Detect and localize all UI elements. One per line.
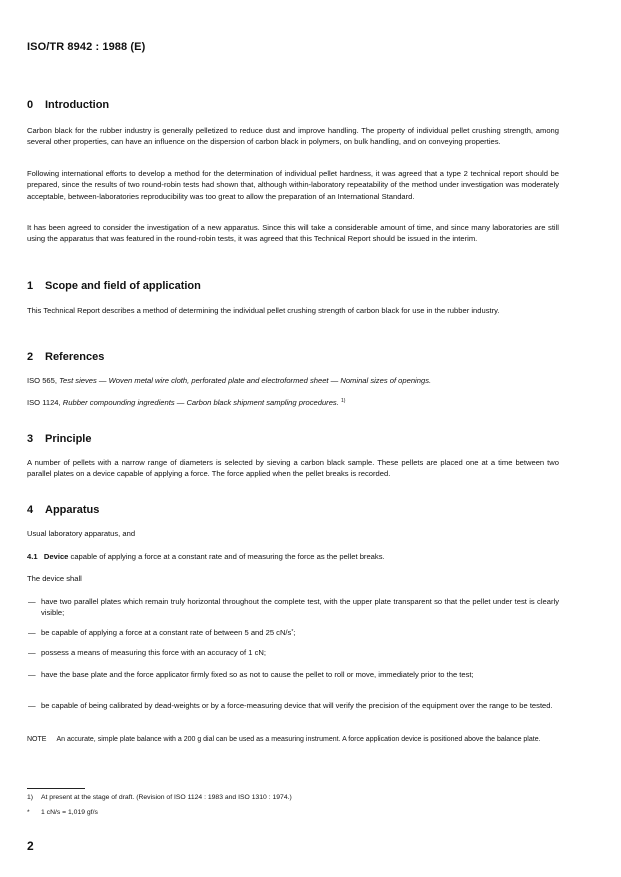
section-0-heading: [27, 99, 559, 111]
footnote-divider: [27, 788, 85, 789]
footnote-1: [27, 793, 292, 802]
apparatus-intro: Usual laboratory apparatus, and: [27, 529, 136, 538]
footnote-text: At present at the stage of draft. (Revision of ISO 1124 : 1983 and ISO 1310 : 1974.): [41, 794, 292, 801]
section-1-heading: [27, 280, 559, 292]
section-title: Principle: [45, 433, 92, 445]
clause-number: 4.1: [27, 552, 38, 561]
document-header: ISO/TR 8942 : 1988 (E): [27, 41, 146, 53]
intro-paragraph-3: It has been agreed to consider the investigation of a new apparatus. Since this will take a considerable amount of time, and since many laboratories are still using the apparatus that was featured in the round-robin tests, it was agreed that this Technical Report should be issued in the interim.: [27, 223, 559, 244]
list-item-end: ;: [293, 628, 296, 637]
section-number: 4: [27, 504, 34, 516]
dash-bullet: —: [28, 648, 36, 657]
dash-bullet: —: [28, 628, 36, 637]
list-item: [28, 597, 559, 619]
list-item-text: be capable of being calibrated by dead-weights or by a force-measuring device that will verify the precision of the equipment over the range to be tested.: [41, 701, 553, 710]
intro-paragraph-2: Following international efforts to develop a method for the determination of individual pellet hardness, it was agreed that a type 2 technical report should be prepared, since the results of two round-robin tests had shown that, although within-laboratory repeatability of the method under investigation was moderately acceptable, between-laboratories reproducibility was too great to allow the preparation of an International Standard.: [27, 169, 559, 201]
footnote-ref-star: *: [291, 629, 294, 635]
dash-bullet: —: [28, 670, 36, 679]
principle-paragraph: A number of pellets with a narrow range of diameters is selected by sieving a carbon black sample. These pellets are placed one at a time between two parallel plates on a device capable of applying a force. The force applied when the pellet breaks is recorded.: [27, 458, 559, 479]
list-item-text: possess a means of measuring this force with an accuracy of 1 cN;: [41, 648, 266, 657]
clause-4-1: [27, 551, 559, 562]
list-item-text: be capable of applying a force at a constant rate of between 5 and 25 cN/s: [41, 628, 292, 637]
section-number: 0: [27, 99, 34, 111]
section-title: Apparatus: [45, 504, 100, 516]
section-number: 1: [27, 280, 34, 292]
footnote-marker: 1): [27, 794, 34, 801]
list-item-text: have two parallel plates which remain truly horizontal throughout the complete test, with the upper plate transparent so that the pellet under test is clearly visible;: [41, 597, 559, 617]
section-title: Introduction: [45, 99, 110, 111]
device-shall: The device shall: [27, 574, 82, 583]
scope-paragraph: This Technical Report describes a method of determining the individual pellet crushing strength of carbon black for use in the rubber industry.: [27, 306, 500, 315]
footnote-ref-1: 1): [340, 398, 346, 404]
note-label: NOTE: [27, 736, 47, 743]
dash-bullet: —: [28, 597, 36, 606]
section-number: 3: [27, 433, 34, 445]
section-4-heading: [27, 504, 559, 516]
intro-paragraph-1: Carbon black for the rubber industry is generally pelletized to reduce dust and improve handling. The property of individual pellet crushing strength, among several other properties, can have an influence on the dispersion of carbon black in polymers, on bulk handling, and on conveying properties.: [27, 126, 559, 147]
section-title: References: [45, 351, 105, 363]
dash-bullet: —: [28, 701, 36, 710]
section-2-heading: [27, 351, 559, 363]
footnote-text: 1 cN/s = 1,019 gf/s: [41, 809, 98, 816]
reference-number: ISO 565,: [27, 376, 57, 385]
footnote-2: [27, 808, 98, 817]
note-text: An accurate, simple plate balance with a 200 g dial can be used as a measuring instrument. A force application device is positioned above the balance plate.: [56, 736, 541, 743]
reference-title: Test sieves — Woven metal wire cloth, perforated plate and electroformed sheet — Nominal sizes of openings.: [59, 376, 432, 385]
clause-text: capable of applying a force at a constant rate and of measuring the force as the pellet breaks.: [70, 552, 385, 561]
list-item: [28, 648, 559, 659]
list-item-text: have the base plate and the force applicator firmly fixed so as not to cause the pellet to roll or move, immediately prior to the test;: [41, 670, 474, 679]
section-3-heading: [27, 433, 559, 445]
section-number: 2: [27, 351, 34, 363]
list-item: [28, 670, 559, 681]
reference-iso-565: [27, 375, 559, 386]
reference-number: ISO 1124,: [27, 398, 61, 407]
list-item: [28, 628, 559, 639]
note: [27, 735, 559, 746]
reference-iso-1124: [27, 397, 559, 408]
section-title: Scope and field of application: [45, 280, 201, 292]
list-item: [28, 701, 559, 712]
page-number: 2: [27, 839, 34, 853]
reference-title: Rubber compounding ingredients — Carbon black shipment sampling procedures.: [62, 398, 339, 407]
footnote-marker: *: [27, 809, 30, 816]
clause-title: Device: [43, 552, 69, 561]
